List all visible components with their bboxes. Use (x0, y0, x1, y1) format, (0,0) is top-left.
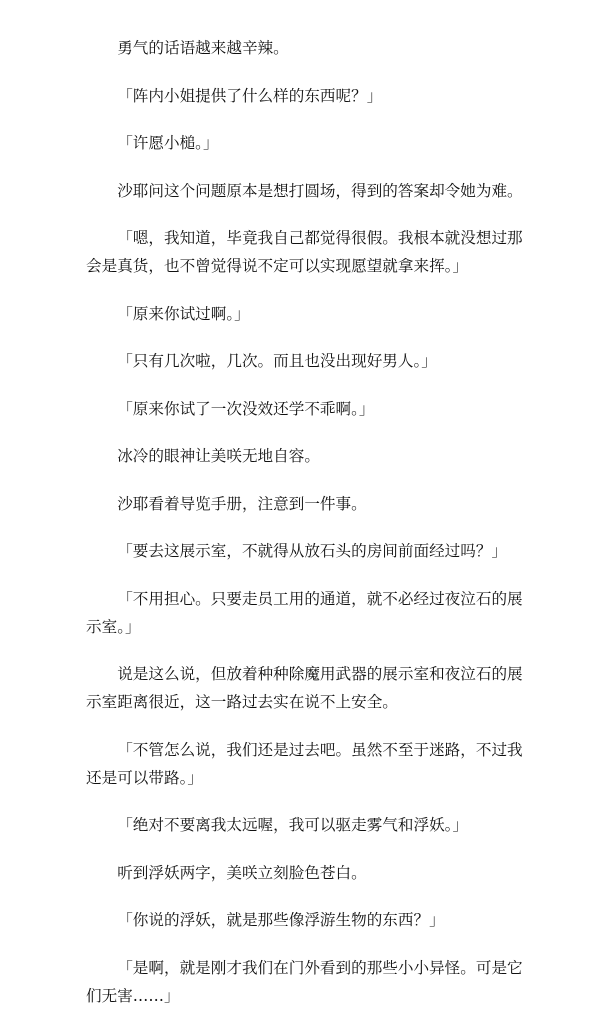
paragraph: 「不管怎么说，我们还是过去吧。虽然不至于迷路，不过我还是可以带路。」 (86, 740, 523, 787)
paragraph: 「要去这展示室，不就得从放石头的房间前面经过吗？」 (117, 542, 508, 560)
paragraph: 沙耶看着导览手册，注意到一件事。 (117, 494, 367, 513)
paragraph: 「原来你试过啊。」 (117, 304, 250, 323)
paragraph: 「许愿小槌。」 (117, 134, 219, 152)
paragraph: 「只有几次啦，几次。而且也没出现好男人。」 (117, 352, 437, 370)
paragraph: 「不用担心。只要走员工用的通道，就不必经过夜泣石的展示室。」 (86, 589, 523, 636)
paragraph: 「阵内小姐提供了什么样的东西呢？」 (117, 86, 383, 105)
paragraph: 听到浮妖两字，美咲立刻脸色苍白。 (117, 863, 367, 882)
paragraph: 「你说的浮妖，就是那些像浮游生物的东西？」 (117, 911, 445, 929)
paragraph: 「是啊，就是刚才我们在门外看到的那些小小异怪。可是它们无害……」 (86, 958, 523, 1005)
paragraph: 勇气的话语越来越辛辣。 (117, 39, 289, 57)
paragraph: 冰冷的眼神让美咲无地自容。 (117, 447, 320, 465)
paragraph: 说是这么说，但放着种种除魔用武器的展示室和夜泣石的展示室距离很近，这一路过去实在说不上安全。 (86, 665, 523, 711)
paragraph: 「嗯，我知道，毕竟我自己都觉得很假。我根本就没想过那会是真货，也不曾觉得说不定可以实现愿望就拿来挥。」 (86, 229, 523, 275)
paragraph: 「绝对不要离我太远喔，我可以驱走雾气和浮妖。」 (117, 816, 469, 834)
paragraph: 沙耶问这个问题原本是想打圆场，得到的答案却令她为难。 (117, 181, 523, 200)
paragraph: 「原来你试了一次没效还学不乖啊。」 (117, 399, 375, 418)
